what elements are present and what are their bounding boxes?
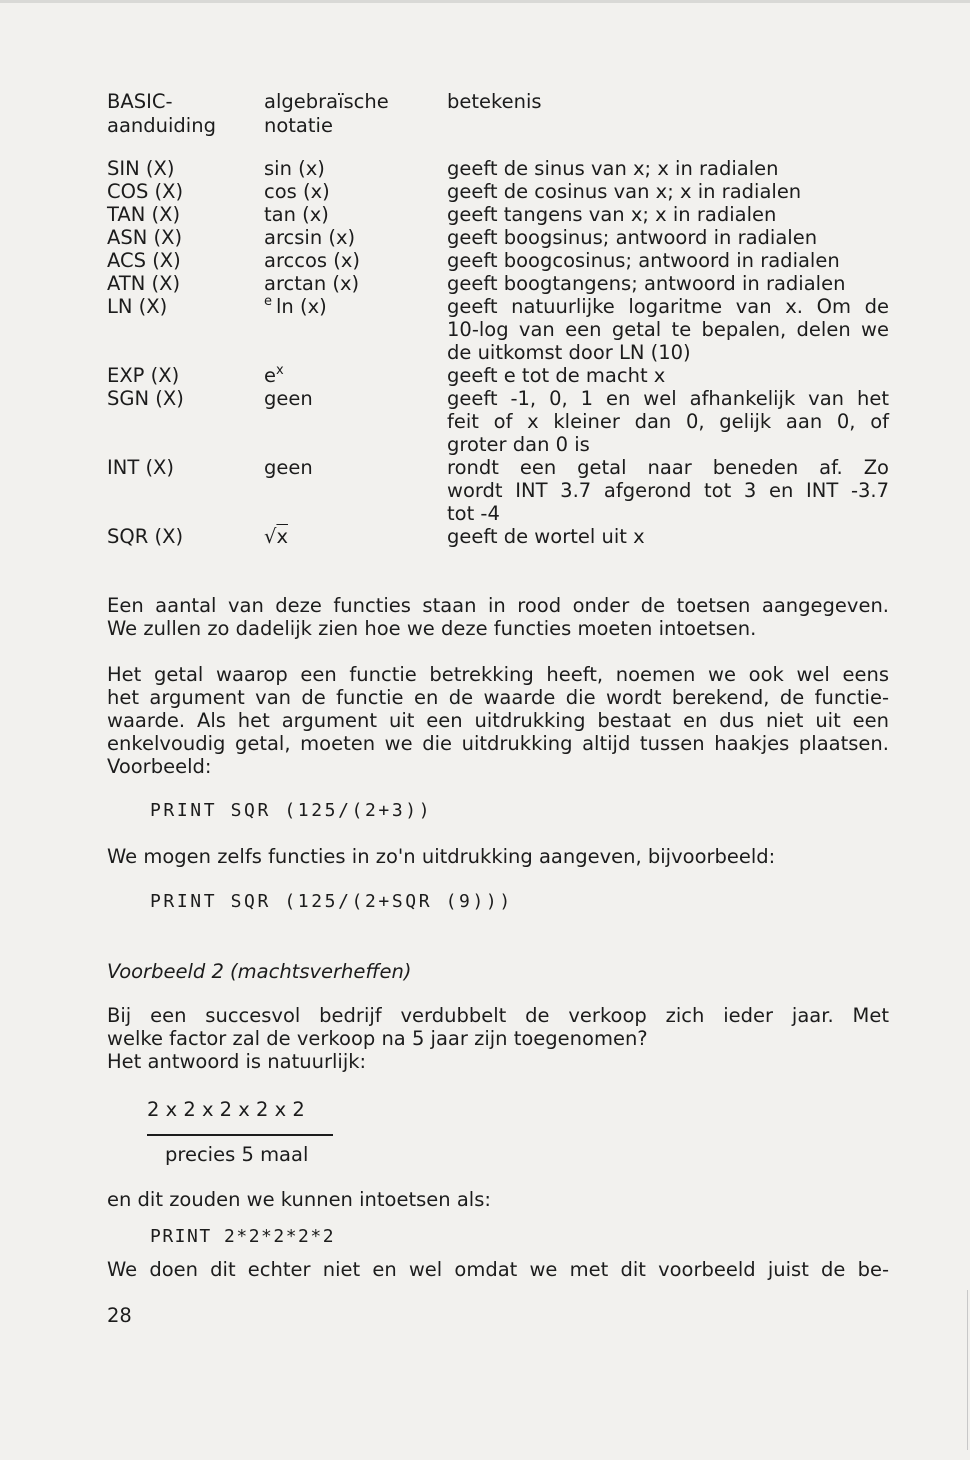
meaning-cell: geeft e tot de macht x bbox=[447, 364, 666, 387]
algebraic-cell: tan (x) bbox=[264, 203, 329, 226]
table-row bbox=[0, 525, 970, 548]
paragraph bbox=[107, 1258, 889, 1281]
paragraph-line: waarde. Als het argument uit een uitdrukking bestaat en dus niet uit een bbox=[107, 709, 889, 732]
code-line: PRINT SQR (125/(2+3)) bbox=[150, 800, 433, 821]
table-row bbox=[0, 456, 970, 525]
basic-cell: COS (X) bbox=[107, 180, 184, 203]
paragraph-line: We zullen zo dadelijk zien hoe we deze functies moeten intoetsen. bbox=[107, 617, 757, 640]
algebraic-text: ln (x) bbox=[276, 295, 327, 318]
meaning-line: groter dan 0 is bbox=[447, 433, 590, 456]
header-basic-line2: aanduiding bbox=[107, 114, 216, 137]
paragraph-line: het argument van de functie en de waarde die wordt berekend, de functie- bbox=[107, 686, 889, 709]
meaning-line: feit of x kleiner dan 0, gelijk aan 0, of bbox=[447, 410, 889, 433]
algebraic-cell: arctan (x) bbox=[264, 272, 360, 295]
algebraic-cell bbox=[264, 525, 288, 548]
header-basic-line1: BASIC- bbox=[107, 90, 173, 113]
paragraph bbox=[107, 594, 889, 640]
meaning-cell: geeft de cosinus van x; x in radialen bbox=[447, 180, 802, 203]
basic-cell: LN (X) bbox=[107, 295, 168, 318]
formula-underline bbox=[147, 1134, 333, 1136]
algebraic-cell: sin (x) bbox=[264, 157, 325, 180]
basic-cell: ASN (X) bbox=[107, 226, 183, 249]
superscript-e: e bbox=[264, 294, 272, 309]
paragraph: We mogen zelfs functies in zo'n uitdrukking aangeven, bijvoorbeeld: bbox=[107, 845, 776, 868]
example-heading: Voorbeeld 2 (machtsverheffen) bbox=[107, 960, 412, 983]
meaning-line: tot -4 bbox=[447, 502, 500, 525]
header-algebraic-line1: algebraïsche bbox=[264, 90, 389, 113]
table-row bbox=[0, 180, 970, 203]
meaning-line: rondt een getal naar beneden af. Zo bbox=[447, 456, 889, 479]
formula: 2 x 2 x 2 x 2 x 2 bbox=[147, 1098, 305, 1121]
paragraph-line: Bij een succesvol bedrijf verdubbelt de verkoop zich ieder jaar. Met bbox=[107, 1004, 889, 1027]
paragraph-line: We doen dit echter niet en wel omdat we met dit voorbeeld juist de be- bbox=[107, 1258, 889, 1281]
table-row bbox=[0, 157, 970, 180]
algebraic-cell: cos (x) bbox=[264, 180, 330, 203]
algebraic-cell: arcsin (x) bbox=[264, 226, 356, 249]
header-basic bbox=[107, 90, 216, 138]
algebraic-cell bbox=[264, 295, 327, 321]
meaning-cell: geeft de wortel uit x bbox=[447, 525, 645, 548]
paragraph-line: Een aantal van deze functies staan in rood onder de toetsen aangegeven. bbox=[107, 594, 889, 617]
page-top-edge bbox=[0, 0, 970, 3]
meaning-cell bbox=[447, 295, 889, 364]
superscript-x: x bbox=[276, 363, 284, 378]
table-row bbox=[0, 387, 970, 456]
meaning-cell: geeft de sinus van x; x in radialen bbox=[447, 157, 779, 180]
basic-cell: EXP (X) bbox=[107, 364, 180, 387]
paragraph bbox=[107, 663, 889, 778]
paragraph-line: welke factor zal de verkoop na 5 jaar zijn toegenomen? bbox=[107, 1027, 648, 1050]
meaning-cell: geeft boogtangens; antwoord in radialen bbox=[447, 272, 846, 295]
formula-note: precies 5 maal bbox=[165, 1143, 309, 1166]
table-row bbox=[0, 295, 970, 364]
paragraph-line: Voorbeeld: bbox=[107, 755, 212, 778]
algebraic-text: e bbox=[264, 364, 276, 387]
meaning-cell: geeft tangens van x; x in radialen bbox=[447, 203, 777, 226]
root-sign: √ bbox=[264, 525, 277, 548]
header-meaning: betekenis bbox=[447, 90, 542, 113]
meaning-cell: geeft boogsinus; antwoord in radialen bbox=[447, 226, 818, 249]
radicand: x bbox=[276, 525, 288, 548]
paragraph-line: Het getal waarop een functie betrekking heeft, noemen we ook wel eens bbox=[107, 663, 889, 686]
meaning-cell bbox=[447, 456, 889, 525]
meaning-line: geeft natuurlijke logaritme van x. Om de bbox=[447, 295, 889, 318]
header-algebraic bbox=[264, 90, 389, 138]
meaning-cell bbox=[447, 387, 889, 456]
basic-cell: SGN (X) bbox=[107, 387, 184, 410]
basic-cell: ATN (X) bbox=[107, 272, 181, 295]
basic-cell: ACS (X) bbox=[107, 249, 181, 272]
table-row bbox=[0, 249, 970, 272]
basic-cell: SIN (X) bbox=[107, 157, 175, 180]
meaning-cell: geeft boogcosinus; antwoord in radialen bbox=[447, 249, 840, 272]
page-edge-shadow bbox=[967, 1290, 968, 1450]
table-row bbox=[0, 272, 970, 295]
paragraph-line: enkelvoudig getal, moeten we die uitdrukking altijd tussen haakjes plaatsen. bbox=[107, 732, 889, 755]
paragraph-line: Het antwoord is natuurlijk: bbox=[107, 1050, 367, 1073]
algebraic-cell: geen bbox=[264, 387, 313, 410]
paragraph bbox=[107, 1004, 889, 1073]
algebraic-cell: geen bbox=[264, 456, 313, 479]
meaning-line: 10-log van een getal te bepalen, delen we bbox=[447, 318, 889, 341]
table-row bbox=[0, 226, 970, 249]
meaning-line: geeft -1, 0, 1 en wel afhankelijk van het bbox=[447, 387, 889, 410]
header-algebraic-line2: notatie bbox=[264, 114, 333, 137]
basic-cell: SQR (X) bbox=[107, 525, 184, 548]
meaning-line: wordt INT 3.7 afgerond tot 3 en INT -3.7 bbox=[447, 479, 889, 502]
table-row bbox=[0, 364, 970, 387]
table-row bbox=[0, 203, 970, 226]
algebraic-cell: arccos (x) bbox=[264, 249, 361, 272]
basic-cell: INT (X) bbox=[107, 456, 175, 479]
code-line: PRINT SQR (125/(2+SQR (9))) bbox=[150, 891, 513, 912]
code-line: PRINT 2*2*2*2*2 bbox=[150, 1226, 336, 1247]
meaning-line: de uitkomst door LN (10) bbox=[447, 341, 691, 364]
page-number: 28 bbox=[107, 1304, 132, 1327]
basic-cell: TAN (X) bbox=[107, 203, 181, 226]
paragraph: en dit zouden we kunnen intoetsen als: bbox=[107, 1188, 491, 1211]
